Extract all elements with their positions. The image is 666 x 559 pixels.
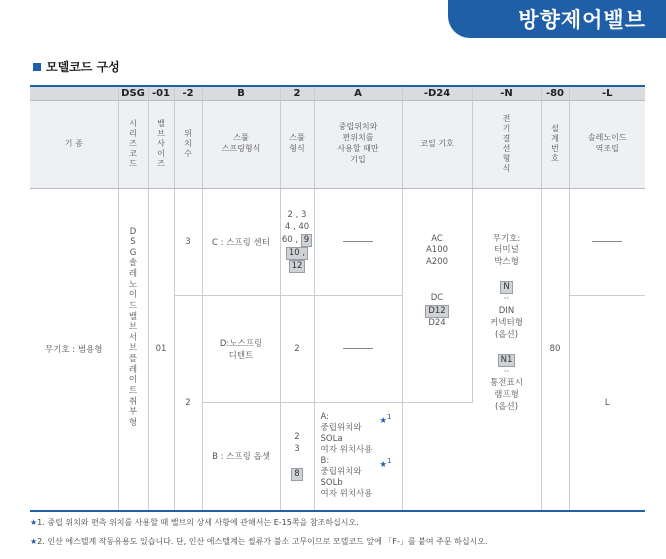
header-series: 시리즈코드	[129, 118, 137, 168]
wire-n1-box: N1	[498, 354, 516, 367]
body-valve-size: 01	[148, 188, 174, 510]
table-bottom-rule	[30, 510, 645, 512]
header-design: 설계번호	[551, 123, 559, 163]
body-spring-center: C : 스프링 센터	[202, 188, 280, 295]
dash-line	[343, 348, 373, 349]
code-cell: B	[202, 87, 280, 100]
spool-num-box: 12	[289, 260, 306, 273]
body-no-spring: D:노스프링 디텐트	[202, 295, 280, 402]
spool-num: 60 ,	[281, 234, 299, 245]
section-heading	[33, 58, 120, 75]
footnote-2: ★2. 인산 에스텔계 작동유용도 있습니다. 단, 인산 에스텔계는 씰류가 불소 고무이므로 모델코드 앞에 「F-」를 붙여 주문 하십시오.	[30, 537, 488, 546]
footnote-1: ★1. 중립 위치와 편측 위치를 사용할 때 밸브의 상세 사항에 관해서는 E-15쪽을 참조하십시오.	[30, 518, 359, 527]
star-icon: ★$^1$	[379, 456, 392, 471]
section-title: 모델코드 구성	[46, 60, 120, 74]
code-cell: -L	[569, 87, 645, 100]
body-neutral-dash	[314, 188, 402, 295]
neutral-a-label: A:	[320, 412, 330, 423]
model-code-table	[30, 87, 645, 510]
code-cell: -80	[541, 87, 569, 100]
body-coil	[402, 188, 472, 402]
spool-b2: 2	[294, 431, 300, 442]
dash-line	[343, 241, 373, 242]
body-category: 무기호 : 범용형	[30, 188, 118, 510]
wire-n-box: N	[500, 281, 512, 294]
code-cell: -2	[174, 87, 202, 100]
neutral-b-label: B:	[320, 456, 330, 467]
body-spring-offset: B : 스프링 옵셋	[202, 402, 280, 510]
spool-num: 4 , 40	[284, 222, 310, 232]
body-wiring	[472, 188, 541, 510]
star-icon: ★	[30, 537, 38, 546]
body-solenoid-l: L	[569, 295, 645, 510]
wire-dots: ··	[503, 366, 510, 377]
body-solenoid-dash	[569, 188, 645, 295]
spool-num-box: 10 ,	[286, 247, 308, 260]
header-positions: 위치수	[184, 128, 192, 158]
coil-ac: AC	[431, 233, 443, 244]
body-series: DSG솔레노이드 밸브 서브 플레이트 취부형	[128, 226, 138, 428]
spool-num-box: 9	[301, 234, 312, 247]
code-cell: -D24	[402, 87, 472, 100]
banner	[448, 0, 666, 38]
star-icon: ★$^1$	[379, 412, 392, 426]
body-spool-nums	[280, 188, 314, 295]
coil-a100: A100	[425, 245, 449, 256]
header-coil: 코일 기호	[402, 100, 472, 188]
code-cell: 2	[280, 87, 314, 100]
code-row	[30, 87, 645, 100]
body-neutral-dash-2	[314, 295, 402, 402]
description-row	[30, 100, 645, 188]
header-spool-form: 스풀 형식	[280, 100, 314, 188]
header-valve-size: 밸브사이즈	[157, 118, 165, 168]
header-wiring: 전기결선형식	[502, 113, 511, 173]
header-category: 기 종	[30, 100, 118, 188]
spool-b8-box: 8	[291, 468, 302, 481]
body-coil-empty	[402, 402, 472, 510]
code-cell: -01	[148, 87, 174, 100]
coil-d24: D24	[428, 317, 446, 328]
table-row	[30, 188, 645, 295]
body-design: 80	[541, 188, 569, 510]
body-pos2: 2	[174, 295, 202, 510]
header-spool-type: 스풀 스프링형식	[202, 100, 280, 188]
spool-b3: 3	[294, 443, 300, 454]
wire-n-desc: DIN 커넥터형 (옵션)	[490, 305, 523, 340]
square-bullet-icon	[33, 63, 41, 71]
code-cell: DSG	[118, 87, 148, 100]
header-neutral: 중립위치와 편위치를 사용할 때만 기입	[314, 100, 402, 188]
body-pos3: 3	[174, 188, 202, 295]
star-icon: ★	[30, 518, 38, 527]
spool-num: 2 , 3	[287, 210, 307, 221]
wire-none: 무기호: 터미널 박스형	[492, 233, 521, 268]
wire-n1-desc: 통전표시 램프형 (옵션)	[490, 378, 523, 413]
coil-d12-box: D12	[425, 305, 448, 318]
coil-dc: DC	[430, 292, 444, 303]
banner-title: 방향제어밸브	[518, 8, 646, 32]
code-cell: -N	[472, 87, 541, 100]
neutral-a-desc: 중립위치와 SOLa 여자 위치사용	[320, 423, 373, 456]
wire-dots: ··	[503, 294, 510, 305]
body-spool-b	[280, 402, 314, 510]
body-spool2: 2	[280, 295, 314, 402]
code-cell: A	[314, 87, 402, 100]
coil-a200: A200	[425, 257, 449, 268]
code-cell	[30, 87, 118, 100]
body-neutral-ab	[314, 402, 402, 510]
neutral-b-desc: 중립위치와 SOLb 여자 위치사용	[320, 467, 373, 500]
dash-line	[592, 241, 622, 242]
header-solenoid: 솔레노이드 역조립	[569, 100, 645, 188]
